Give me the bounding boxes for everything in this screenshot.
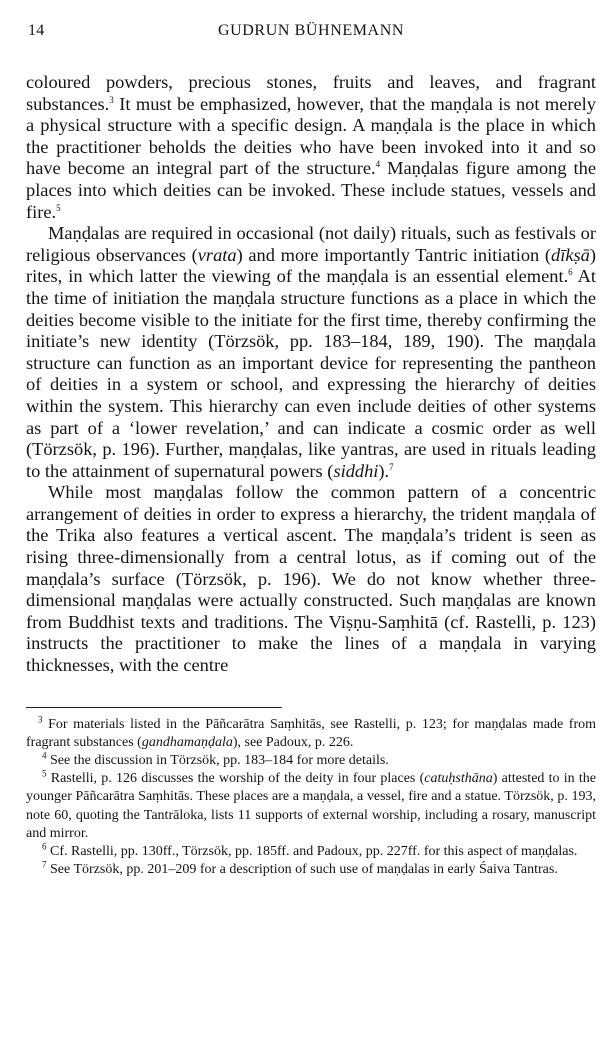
footnote-3: $^3$ For materials listed in the Pāñcarātra Saṃhitās, see Rastelli, p. 123; for maṇḍalas made from fragrant substances (gandhamaṇḍala), see Padoux, p. 226.: [26, 713, 596, 750]
paragraph: While most maṇḍalas follow the common pattern of a concentric arrangement of deities in order to express a hierarchy, the trident maṇḍala of the Trika also features a vertical ascent. The maṇḍala’s trident is seen as rising three-dimensionally from a central lotus, as if coming out of the maṇḍala’s surface (Törzsök, p. 196). We do not know whether three-dimensional maṇḍalas were actually constructed. Such maṇḍalas are known from Buddhist texts and traditions. The Viṣṇu-Saṃhitā (cf. Rastelli, p. 123) instructs the practitioner to make the lines of a maṇḍala in varying thicknesses, with the centre: [26, 482, 596, 676]
running-head-author: GUDRUN BÜHNEMANN: [217, 22, 405, 39]
footnote-4: $^4$ See the discussion in Törzsök, pp. 183–184 for more details.: [42, 750, 389, 769]
book-page: [26, 18, 596, 879]
footnote-5: $^5$ Rastelli, p. 126 discusses the worship of the deity in four places (catuḥsthāna) attested to in the younger Pāñcarātra Saṃhitās. These places are a maṇḍala, a vessel, fire and a statue. Törzsök, p. 193, note 60, quoting the Tantrāloka, lists 11 supports of external worship, including a rosary, manuscript and mirror.: [26, 768, 596, 841]
paragraph: coloured powders, precious stones, fruits and leaves, and fragrant substances.$^3$ It must be emphasized, however, that the maṇḍala is not merely a physical structure with a specific design. A maṇḍala is the place in which the practitioner beholds the deities who have been invoked into it and so have become an integral part of the structure.$^4$ Maṇḍalas figure among the places into which deities can be invoked. These include statues, vessels and fire.$^5$: [26, 72, 596, 222]
footnote-7: $^7$ See Törzsök, pp. 201–209 for a description of such use of maṇḍalas in early Śaiva Tantras.: [42, 859, 558, 878]
footnotes: [26, 713, 596, 880]
running-head: [26, 18, 596, 46]
footnote-6: $^6$ Cf. Rastelli, pp. 130ff., Törzsök, pp. 185ff. and Padoux, pp. 227ff. for this aspect of maṇḍalas.: [42, 841, 578, 860]
body-text: [26, 72, 596, 677]
paragraph: Maṇḍalas are required in occasional (not daily) rituals, such as festivals or religious observances (vrata) and more importantly Tantric initiation (dīkṣā) rites, in which latter the viewing of the maṇḍala is an essential element.$^6$ At the time of initiation the maṇḍala structure functions as a place in which the deities become visible to the initiate for the first time, thereby confirming the initiate’s new identity (Törzsök, pp. 183–184, 189, 190). The maṇḍala structure can function as an important device for representing the pantheon of deities in a system or school, and expressing the hierarchy of deities within the system. This hierarchy can even include deities of other systems as part of a ‘lower revelation,’ and can indicate a cosmic order as well (Törzsök, p. 196). Further, maṇḍalas, like yantras, are used in rituals leading to the attainment of supernatural powers (siddhi).$^7$: [26, 223, 596, 481]
page-number: 14: [28, 22, 45, 39]
footnote-separator-rule: [26, 707, 282, 708]
